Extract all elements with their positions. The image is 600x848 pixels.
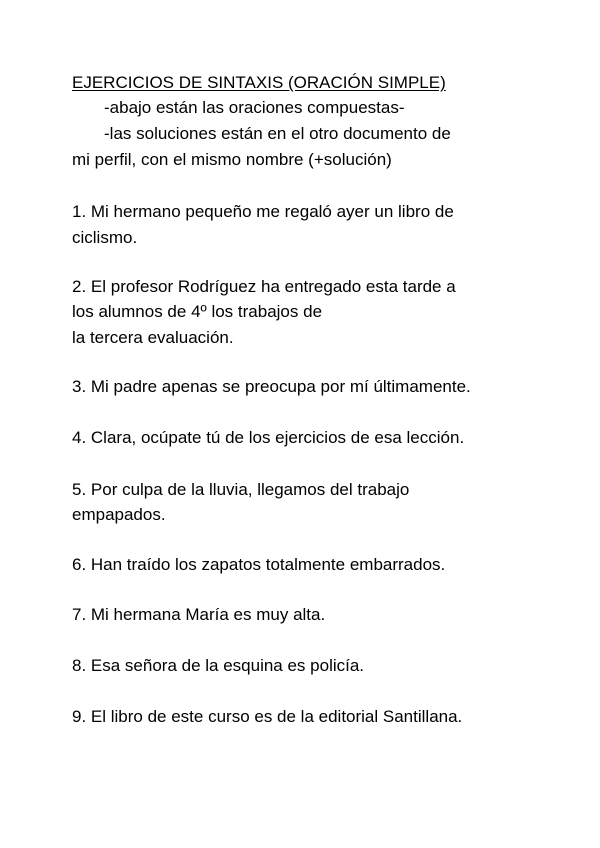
exercise-line: 4. Clara, ocúpate tú de los ejercicios de esa lección. <box>72 428 465 447</box>
exercise-line: 3. Mi padre apenas se preocupa por mí últimamente. <box>72 377 471 396</box>
exercise-line: empapados. <box>72 505 166 524</box>
exercise-line: 6. Han traído los zapatos totalmente embarrados. <box>72 555 446 574</box>
note-line: mi perfil, con el mismo nombre (+solución) <box>72 150 392 169</box>
exercise-line: 2. El profesor Rodríguez ha entregado esta tarde a <box>72 277 456 296</box>
exercise-line: 1. Mi hermano pequeño me regaló ayer un libro de <box>72 202 454 221</box>
exercise-line: ciclismo. <box>72 228 138 247</box>
exercise-line: los alumnos de 4º los trabajos de <box>72 302 323 321</box>
exercise-line: la tercera evaluación. <box>72 328 234 347</box>
document-title: EJERCICIOS DE SINTAXIS (ORACIÓN SIMPLE) <box>72 73 446 92</box>
exercise-line: 8. Esa señora de la esquina es policía. <box>72 656 365 675</box>
note-line: -las soluciones están en el otro documento de <box>104 124 451 143</box>
exercise-line: 5. Por culpa de la lluvia, llegamos del trabajo <box>72 480 410 499</box>
exercise-line: 9. El libro de este curso es de la editorial Santillana. <box>72 707 463 726</box>
note-line: -abajo están las oraciones compuestas- <box>104 98 405 117</box>
exercise-line: 7. Mi hermana María es muy alta. <box>72 605 326 624</box>
